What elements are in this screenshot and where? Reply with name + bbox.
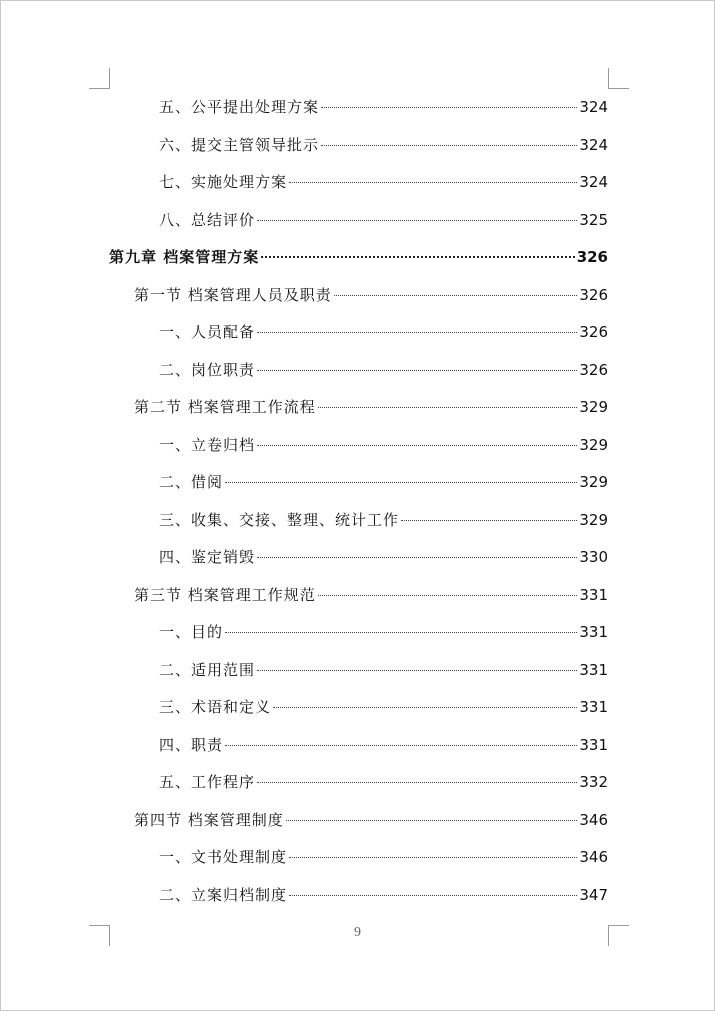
toc-entry-title: 七、实施处理方案 — [159, 173, 288, 191]
toc-entry-page: 326 — [579, 323, 608, 341]
toc-entry[interactable] — [109, 802, 608, 840]
toc-entry-page: 325 — [579, 210, 608, 229]
toc-entry-page: 331 — [579, 660, 608, 679]
toc-entry-page: 331 — [579, 585, 608, 604]
toc-dot-leader — [286, 819, 578, 821]
toc-dot-leader — [334, 294, 578, 296]
toc-entry[interactable] — [109, 839, 608, 877]
toc-entry-title: 四、职责 — [159, 735, 224, 754]
toc-entry-page: 324 — [579, 98, 608, 116]
toc-dot-leader — [261, 255, 574, 258]
toc-entry-title: 第二节 档案管理工作流程 — [134, 398, 316, 416]
toc-entry[interactable] — [109, 464, 608, 502]
toc-dot-leader — [318, 594, 578, 596]
toc-entry-title: 一、目的 — [159, 623, 224, 641]
toc-entry-page: 329 — [579, 398, 608, 416]
toc-entry-page: 326 — [579, 285, 608, 304]
toc-dot-leader — [289, 181, 577, 183]
toc-entry[interactable] — [109, 652, 608, 690]
toc-entry[interactable] — [109, 239, 608, 277]
toc-dot-leader — [289, 856, 577, 858]
toc-entry-page: 329 — [579, 510, 608, 529]
toc-dot-leader — [225, 744, 577, 746]
toc-entry-title: 第一节 档案管理人员及职责 — [134, 285, 332, 304]
toc-entry-title: 二、岗位职责 — [159, 360, 256, 379]
toc-entry-title: 一、立卷归档 — [159, 435, 256, 454]
toc-entry-title: 二、立案归档制度 — [159, 885, 288, 904]
toc-entry[interactable] — [109, 352, 608, 390]
toc-entry[interactable] — [109, 614, 608, 652]
toc-dot-leader — [225, 481, 577, 483]
toc-dot-leader — [257, 369, 577, 371]
crop-mark-top-right — [608, 68, 629, 89]
toc-dot-leader — [257, 444, 577, 446]
toc-entry-title: 第三节 档案管理工作规范 — [134, 585, 316, 604]
toc-entry-title: 第九章 档案管理方案 — [109, 248, 260, 266]
toc-entry[interactable] — [109, 277, 608, 315]
toc-entry-page: 324 — [579, 173, 608, 191]
crop-mark-top-left — [89, 68, 110, 89]
toc-dot-leader — [257, 219, 577, 221]
toc-entry-page: 346 — [579, 810, 608, 829]
toc-entry[interactable] — [109, 877, 608, 915]
toc-entry-page: 331 — [579, 698, 608, 716]
toc-entry-page: 329 — [579, 435, 608, 454]
page-number: 9 — [354, 925, 361, 940]
toc-entry-title: 一、人员配备 — [159, 323, 256, 341]
toc-entry-page: 332 — [579, 773, 608, 791]
toc-entry-page: 324 — [579, 135, 608, 154]
toc-dot-leader — [257, 781, 577, 783]
table-of-contents — [109, 89, 608, 914]
toc-entry[interactable] — [109, 127, 608, 165]
toc-dot-leader — [321, 144, 577, 146]
toc-entry[interactable] — [109, 727, 608, 765]
toc-entry[interactable] — [109, 539, 608, 577]
toc-dot-leader — [257, 669, 577, 671]
toc-dot-leader — [321, 106, 577, 108]
toc-entry[interactable] — [109, 89, 608, 127]
toc-dot-leader — [257, 331, 577, 333]
toc-entry-title: 第四节 档案管理制度 — [134, 810, 284, 829]
toc-entry-page: 330 — [579, 548, 608, 566]
toc-entry[interactable] — [109, 389, 608, 427]
toc-dot-leader — [273, 706, 577, 708]
toc-entry-title: 三、术语和定义 — [159, 698, 272, 716]
toc-entry-page: 326 — [576, 248, 608, 266]
toc-dot-leader — [401, 519, 577, 521]
toc-entry-page: 331 — [579, 623, 608, 641]
toc-dot-leader — [318, 406, 578, 408]
toc-entry[interactable] — [109, 314, 608, 352]
toc-entry[interactable] — [109, 502, 608, 540]
toc-entry-title: 五、公平提出处理方案 — [159, 98, 320, 116]
toc-entry-page: 326 — [579, 360, 608, 379]
toc-dot-leader — [289, 894, 577, 896]
toc-entry[interactable] — [109, 577, 608, 615]
toc-entry[interactable] — [109, 764, 608, 802]
toc-dot-leader — [225, 631, 577, 633]
toc-entry-title: 三、收集、交接、整理、统计工作 — [159, 510, 400, 529]
toc-entry-title: 二、适用范围 — [159, 660, 256, 679]
toc-entry-title: 八、总结评价 — [159, 210, 256, 229]
toc-entry-title: 六、提交主管领导批示 — [159, 135, 320, 154]
toc-entry-page: 331 — [579, 735, 608, 754]
toc-entry[interactable] — [109, 427, 608, 465]
toc-entry-page: 347 — [579, 885, 608, 904]
toc-entry-title: 五、工作程序 — [159, 773, 256, 791]
toc-entry-page: 346 — [579, 848, 608, 866]
toc-entry[interactable] — [109, 689, 608, 727]
toc-dot-leader — [257, 556, 577, 558]
toc-entry[interactable] — [109, 164, 608, 202]
toc-entry-page: 329 — [579, 473, 608, 491]
toc-entry-title: 二、借阅 — [159, 473, 224, 491]
toc-entry-title: 四、鉴定销毁 — [159, 548, 256, 566]
toc-entry[interactable] — [109, 202, 608, 240]
toc-entry-title: 一、文书处理制度 — [159, 848, 288, 866]
